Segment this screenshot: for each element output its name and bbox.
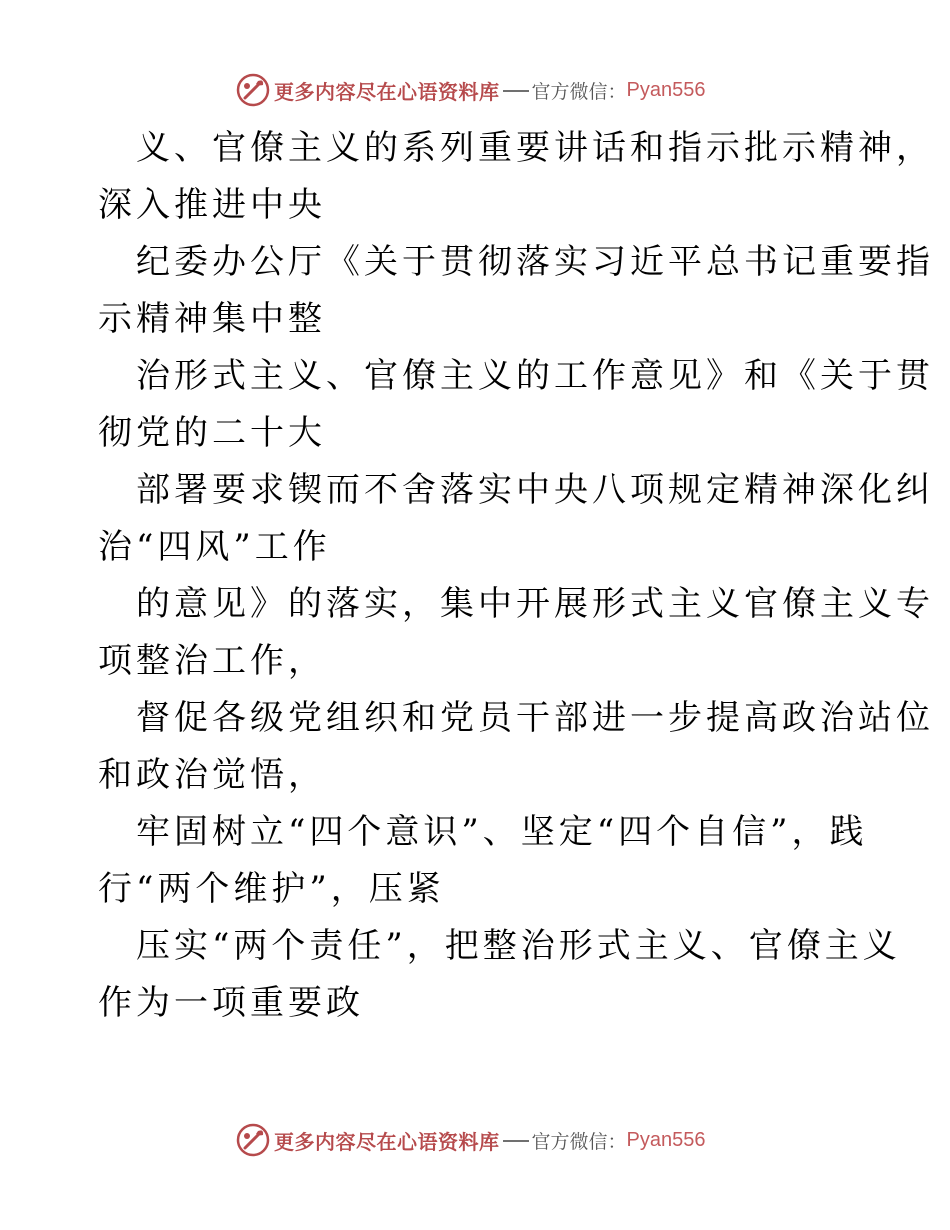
body-line: 牢固树立“四个意识”、坚定“四个自信”，践 — [136, 812, 868, 852]
body-line: 和政治觉悟， — [98, 755, 326, 795]
body-line: 作为一项重要政 — [98, 983, 364, 1023]
header-banner — [236, 72, 705, 108]
body-line: 部署要求锲而不舍落实中央八项规定精神深化纠 — [136, 470, 934, 510]
body-line: 治形式主义、官僚主义的工作意见》和《关于贯 — [136, 356, 934, 396]
quill-seal-icon — [236, 1123, 270, 1157]
body-line: 行“两个维护”，压紧 — [98, 869, 445, 909]
body-line: 彻党的二十大 — [98, 413, 326, 453]
body-line: 治“四风”工作 — [98, 527, 331, 567]
quill-seal-icon — [236, 73, 270, 107]
body-line: 的意见》的落实，集中开展形式主义官僚主义专 — [136, 584, 934, 624]
footer-wechat-label: 官方微信： — [531, 1130, 627, 1153]
footer-banner — [236, 1122, 705, 1158]
body-line: 督促各级党组织和党员干部进一步提高政治站位 — [136, 698, 934, 738]
banner-wechat-id: Pyan556 — [626, 78, 706, 101]
footer-divider — [503, 1140, 529, 1142]
banner-brand-text: 更多内容尽在心语资料库 — [274, 79, 500, 104]
banner-divider — [503, 90, 529, 92]
body-line: 示精神集中整 — [98, 299, 326, 339]
document-body — [98, 120, 934, 1032]
body-line: 纪委办公厅《关于贯彻落实习近平总书记重要指 — [136, 242, 934, 282]
body-line: 项整治工作， — [98, 641, 326, 681]
banner-wechat-label: 官方微信： — [531, 80, 627, 103]
body-line: 义、官僚主义的系列重要讲话和指示批示精神， — [136, 128, 934, 168]
footer-wechat-id: Pyan556 — [626, 1128, 706, 1151]
body-line: 压实“两个责任”，把整治形式主义、官僚主义 — [136, 926, 901, 966]
footer-brand-text: 更多内容尽在心语资料库 — [274, 1129, 500, 1154]
body-line: 深入推进中央 — [98, 185, 326, 225]
